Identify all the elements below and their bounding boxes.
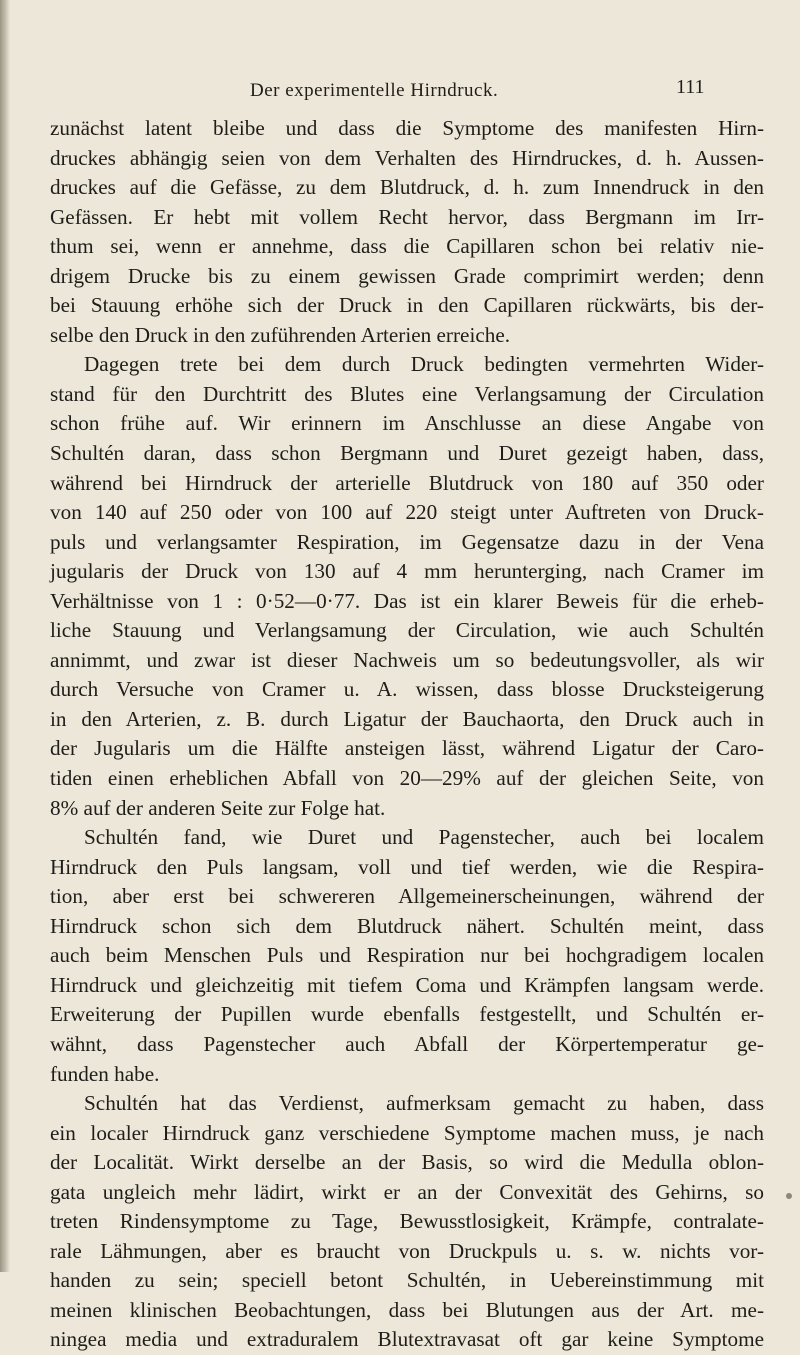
text-line: Hirndruck schon sich dem Blutdruck nähert. Schultén meint, dass <box>50 913 764 938</box>
text-line: selbe den Druck in den zuführenden Arterien erreiche. <box>50 322 511 347</box>
text-line: treten Rindensymptome zu Tage, Bewusstlosigkeit, Krämpfe, contralate- <box>50 1209 764 1234</box>
text-line: der Localität. Wirkt derselbe an der Basis, so wird die Medulla oblon- <box>50 1150 764 1175</box>
text-line: tion, aber erst bei schwereren Allgemeinerscheinungen, während der <box>50 884 764 909</box>
text-line: rale Lähmungen, aber es braucht von Druckpuls u. s. w. nichts vor- <box>50 1238 764 1263</box>
text-line: ningea media und extraduralem Blutextravasat oft gar keine Symptome <box>50 1327 764 1352</box>
page-number: 111 <box>676 76 705 98</box>
text-line: Hirndruck den Puls langsam, voll und tief werden, wie die Respira- <box>50 854 764 879</box>
text-line: bei Stauung erhöhe sich der Druck in den Capillaren rückwärts, bis der- <box>50 293 764 318</box>
text-line: handen zu sein; speciell betont Schultén, in Uebereinstimmung mit <box>50 1268 764 1293</box>
text-line: meinen klinischen Beobachtungen, dass bei Blutungen aus der Art. me- <box>50 1297 764 1322</box>
text-line: Schultén fand, wie Duret und Pagenstecher, auch bei localem <box>84 825 764 850</box>
page-binding-edge <box>0 0 10 1272</box>
text-line: durch Versuche von Cramer u. A. wissen, dass blosse Drucksteigerung <box>50 677 764 702</box>
text-line: thum sei, wenn er annehme, dass die Capillaren schon bei relativ nie- <box>50 234 764 259</box>
text-line: funden habe. <box>50 1061 160 1086</box>
text-line: Dagegen trete bei dem durch Druck bedingten vermehrten Wider- <box>84 352 764 377</box>
text-line: von 140 auf 250 oder von 100 auf 220 steigt unter Auftreten von Druck- <box>50 500 764 525</box>
text-line: jugularis der Druck von 130 auf 4 mm herunterging, nach Cramer im <box>50 559 764 584</box>
running-title: Der experimentelle Hirndruck. <box>250 80 499 101</box>
text-line: Verhältnisse von 1 : 0·52—0·77. Das ist ein klarer Beweis für die erheb- <box>50 588 764 613</box>
text-line: stand für den Durchtritt des Blutes eine Verlangsamung der Circulation <box>50 381 764 406</box>
text-line: druckes abhängig seien von dem Verhalten des Hirndruckes, d. h. Aussen- <box>50 145 764 170</box>
text-line: während bei Hirndruck der arterielle Blutdruck von 180 auf 350 oder <box>50 470 764 495</box>
text-line: gata ungleich mehr lädirt, wirkt er an der Convexität des Gehirns, so <box>50 1179 764 1204</box>
text-line: in den Arterien, z. B. durch Ligatur der Bauchaorta, den Druck auch in <box>50 706 764 731</box>
text-line: Schultén hat das Verdienst, aufmerksam gemacht zu haben, dass <box>84 1091 764 1116</box>
text-line: tiden einen erheblichen Abfall von 20—29% auf der gleichen Seite, von <box>50 766 764 791</box>
text-line: annimmt, und zwar ist dieser Nachweis um so bedeutungsvoller, als wir <box>50 647 764 672</box>
text-line: der Jugularis um die Hälfte ansteigen lässt, während Ligatur der Caro- <box>50 736 764 761</box>
text-line: auch beim Menschen Puls und Respiration nur bei hochgradigem localen <box>50 943 764 968</box>
text-line: schon frühe auf. Wir erinnern im Anschlusse an diese Angabe von <box>50 411 764 436</box>
ink-speck <box>786 1193 792 1199</box>
text-line: druckes auf die Gefässe, zu dem Blutdruck, d. h. zum Innendruck in den <box>50 175 764 200</box>
text-line: Schultén daran, dass schon Bergmann und Duret gezeigt haben, dass, <box>50 441 764 466</box>
text-line: zunächst latent bleibe und dass die Symptome des manifesten Hirn- <box>50 116 764 140</box>
text-line: Gefässen. Er hebt mit vollem Recht hervor, dass Bergmann im Irr- <box>50 204 764 229</box>
text-line: 8% auf der anderen Seite zur Folge hat. <box>50 795 386 820</box>
text-line: Erweiterung der Pupillen wurde ebenfalls festgestellt, und Schultén er- <box>50 1002 764 1027</box>
text-line: puls und verlangsamter Respiration, im Gegensatze dazu in der Vena <box>50 529 764 554</box>
body-text <box>50 114 764 1355</box>
text-line: Hirndruck und gleichzeitig mit tiefem Coma und Krämpfen langsam werde. <box>50 972 764 997</box>
text-line: ein localer Hirndruck ganz verschiedene Symptome machen muss, je nach <box>50 1120 764 1145</box>
page-header <box>0 76 800 110</box>
text-line: wähnt, dass Pagenstecher auch Abfall der Körpertemperatur ge- <box>50 1031 764 1056</box>
text-line: drigem Drucke bis zu einem gewissen Grade comprimirt werden; denn <box>50 263 764 288</box>
text-line: liche Stauung und Verlangsamung der Circulation, wie auch Schultén <box>50 618 764 643</box>
